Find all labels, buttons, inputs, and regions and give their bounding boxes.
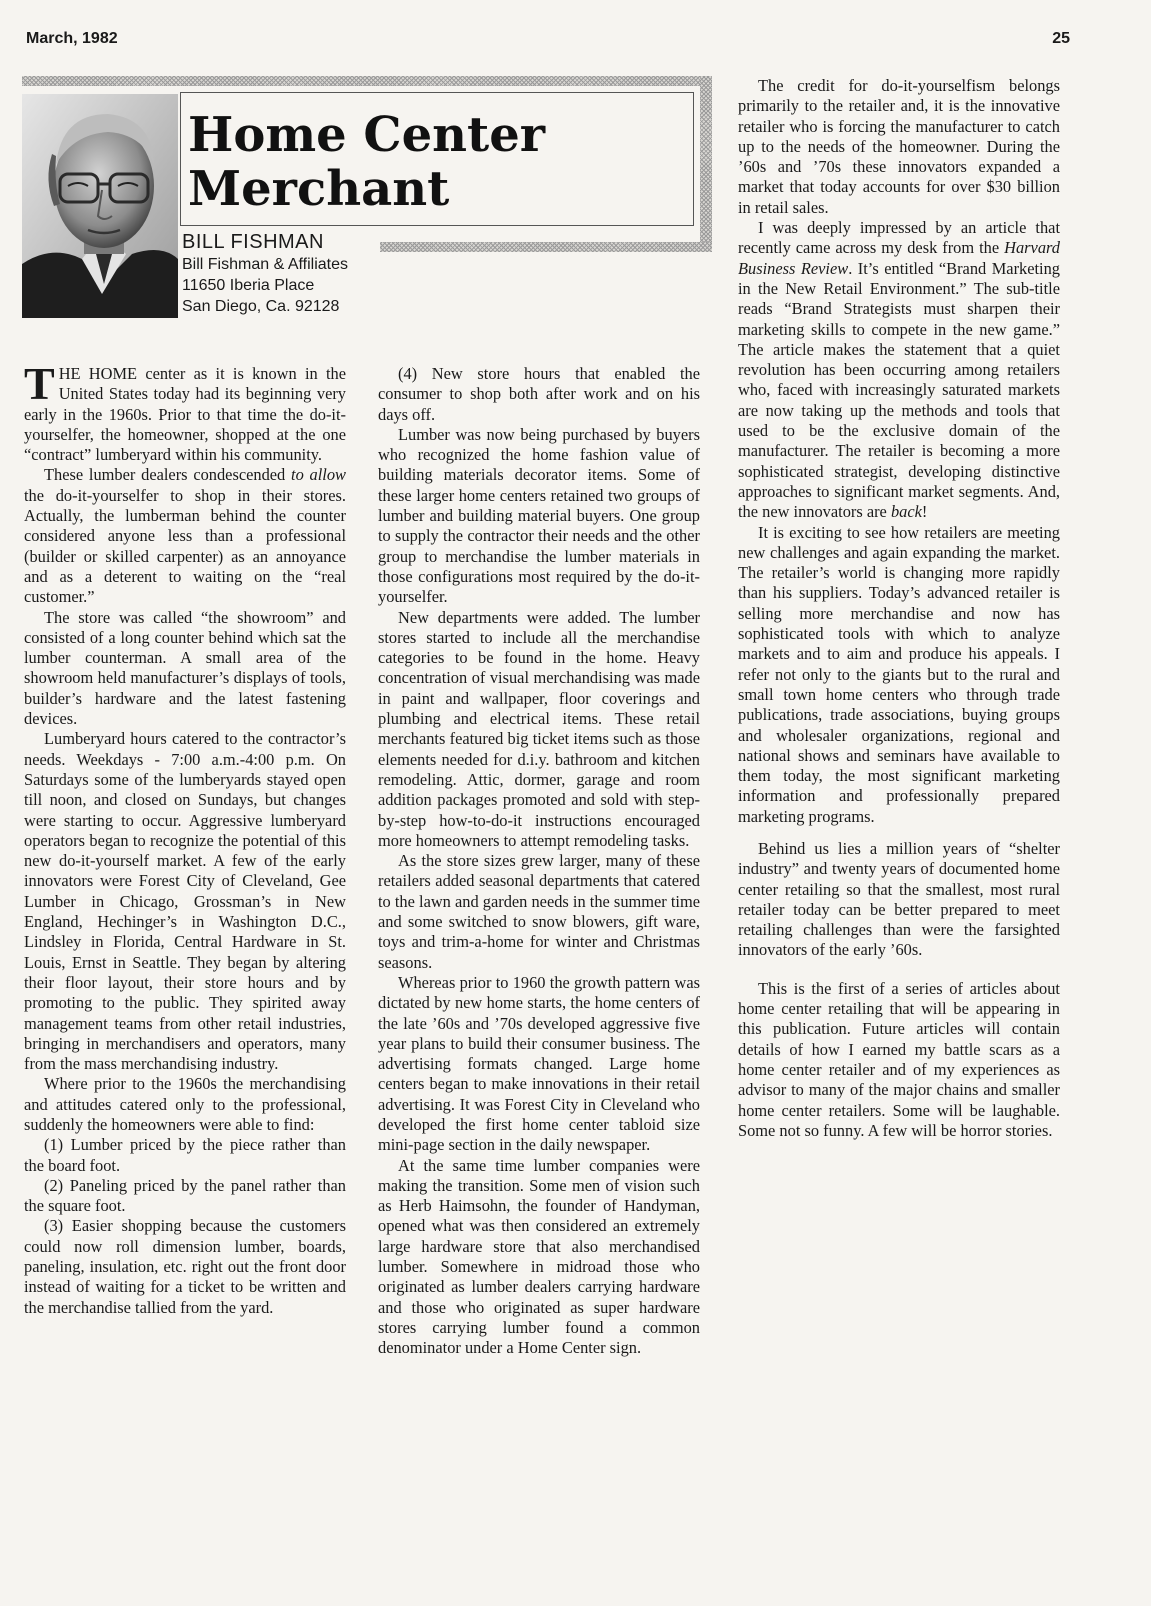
paragraph (24, 465, 346, 607)
article-column-2 (378, 364, 700, 1359)
paragraph: The credit for do-it-yourselfism belongs primarily to the retailer and, it is the innovative retailer who is forcing the manufacturer to catch up to the needs of the homeowner. During the ’60s and ’70s these innovators expanded a market that today accounts for over $30 billion in retail sales. (738, 76, 1060, 217)
paragraph: This is the first of a series of articles about home center retailing that will be appearing in this publication. Future articles will contain details of how I earned my battle scars as a home center retailer and of my experiences as advisor to many of the major chains and smaller home center retailers. Some will be laughable. Some not so funny. A few will be horror stories. (738, 978, 1060, 1140)
emphasis-text: to allow (291, 465, 346, 485)
list-item: (4) New store hours that enabled the consumer to shop both after work and on his days off. (378, 364, 700, 424)
paragraph-text: These lumber dealers condescended (44, 465, 292, 485)
emphasis-text: Harvard Business Review (738, 238, 1060, 278)
emphasis-text: back (890, 502, 922, 522)
paragraph-text: ! (921, 502, 928, 522)
paragraph-text: the do-it-yourselfer to shop in their stores. Actually, the lumberman behind the counter considered anyone less than a professional (builder or skilled carpenter) as an annoyance and as a deterent to waiting on the “real customer.” (24, 485, 346, 607)
author-photo (22, 94, 178, 318)
author-city: San Diego, Ca. 92128 (182, 298, 340, 315)
author-byline (182, 230, 348, 317)
author-name: BILL FISHMAN (182, 231, 324, 253)
paragraph (24, 358, 346, 465)
paragraph: The store was called “the showroom” and consisted of a long counter behind which sat the lumber counterman. A small area of the showroom held manufacturer’s displays of tools, builder’s hardware and the latest fastening devices. (24, 607, 346, 729)
title-border-bottom (380, 242, 712, 252)
title-line-2: Merchant (188, 161, 450, 217)
paragraph (738, 218, 1060, 522)
page-header (26, 30, 1070, 52)
list-item: (1) Lumber priced by the piece rather than the board foot. (24, 1135, 346, 1175)
paragraph-text: HE HOME center as it is known in the United States today had its beginning very early in the 1960s. Prior to that time the do-it-yourselfer, the homeowner, shopped at the one “contract” lumberyard within his community. (24, 364, 346, 465)
article-title (188, 108, 545, 216)
title-border-top (22, 76, 712, 86)
list-item: (2) Paneling priced by the panel rather than the square foot. (24, 1175, 346, 1216)
article-column-1 (24, 358, 346, 1318)
title-line-1: Home Center (188, 107, 546, 163)
page-number: 25 (1052, 30, 1070, 47)
paragraph: Whereas prior to 1960 the growth pattern was dictated by new home starts, the home centers of the late ’60s and ’70s developed aggressive five year plans to build their consumer business. The advertising formats changed. Large home centers began to make innovations in their retail advertising. It was Forest City in Cleveland who developed the first home center tabloid size mini-page section in the daily newspaper. (378, 972, 700, 1155)
paragraph: As the store sizes grew larger, many of these retailers added seasonal departments that catered to the lawn and garden needs in the summer time and some switched to snow blowers, gift ware, toys and trim-a-home for winter and Christmas seasons. (378, 851, 700, 972)
paragraph: Lumberyard hours catered to the contractor’s needs. Weekdays - 7:00 a.m.-4:00 p.m. On Saturdays some of the lumberyards stayed open till noon, and closed on Sundays, but changes were starting to occur. Aggressive lumberyard operators began to recognize the potential of this new do-it-yourself market. A few of the early innovators were Forest City of Cleveland, Gee Lumber in Chicago, Grossman’s in New England, Hechinger’s in Washington D.C., Lindsley in Florida, Central Hardware in St. Louis, Ernst in Seattle. They began by altering their floor layout, their store hours and by promoting to the public. They spirited away management teams from other retail industries, bringing in merchandisers and operators, many from the mass merchandising industry. (24, 729, 346, 1074)
paragraph: At the same time lumber companies were making the transition. Some men of vision such as Herb Haimsohn, the founder of Handyman, opened what was then considered an extremely large hardware store that also merchandised lumber. Somewhere in midroad those who originated as lumber dealers carrying hardware and those who originated as super hardware stores carrying lumber found a common denominator under a Home Center sign. (378, 1155, 700, 1358)
drop-cap: T (24, 358, 55, 409)
author-street: 11650 Iberia Place (182, 277, 315, 294)
title-border-right (700, 76, 712, 252)
paragraph-text: I was deeply impressed by an article that recently came across my desk from the (738, 218, 1060, 258)
paragraph: Where prior to the 1960s the merchandising and attitudes catered only to the professional, suddenly the homeowners were able to find: (24, 1074, 346, 1134)
paragraph: Behind us lies a million years of “shelter industry” and twenty years of documented home center retailing so that the smallest, most rural retailer today can be better prepared to meet retailing challenges than were the farsighted innovators of the early ’60s. (738, 838, 1060, 960)
author-company: Bill Fishman & Affiliates (182, 256, 348, 273)
article-column-3 (738, 76, 1060, 1141)
paragraph-text: . It’s entitled “Brand Marketing in the New Retail Environment.” The sub-title reads “Brand Strategists must sharpen their marketing skills to compete in the new game.” The article makes the statement that a quiet revolution has been occurring among retailers who, faced with increasingly saturated markets are now taking up the methods and tools that used to be the exclusive domain of the manufacturer. The retailer is becoming a more sophisticated strategist, developing distinctive approaches to significant market segments. And, the new innovators are (738, 258, 1060, 522)
paragraph: New departments were added. The lumber stores started to include all the merchandise categories to be found in the home. Heavy concentration of visual merchandising was made in paint and wallpaper, floor coverings and plumbing and electrical items. These retail merchants featured big ticket items such as those elements needed for d.i.y. bathroom and kitchen remodeling. Attic, dormer, garage and room addition packages promoted and sold with step-by-step how-to-do-it instructions encouraged more homeowners to attempt remodeling tasks. (378, 607, 700, 850)
paragraph: Lumber was now being purchased by buyers who recognized the home fashion value of building materials decorator items. Some of these larger home centers retained two groups of lumber and building material buyers. One group to supply the contractor their needs and the other group to merchandise the lumber materials in those configurations most required by the do-it-yourselfer. (378, 424, 700, 607)
paragraph: It is exciting to see how retailers are meeting new challenges and again expanding the market. The retailer’s world is changing more rapidly than his suppliers. Today’s advanced retailer is selling more merchandise and now has sophisticated tools with which to analyze markets and to aim and produce his appeals. I refer not only to the giants but to the rural and small town home centers who through trade publications, trade associations, buying groups and wholesaler organizations, regional and national shows and seminars have available to them today, the most significant marketing information and professionally prepared marketing programs. (738, 522, 1060, 826)
list-item: (3) Easier shopping because the customers could now roll dimension lumber, boards, paneling, insulation, etc. right out the front door instead of waiting for a ticket to be written and the merchandise tallied from the yard. (24, 1216, 346, 1317)
issue-date: March, 1982 (26, 30, 118, 47)
